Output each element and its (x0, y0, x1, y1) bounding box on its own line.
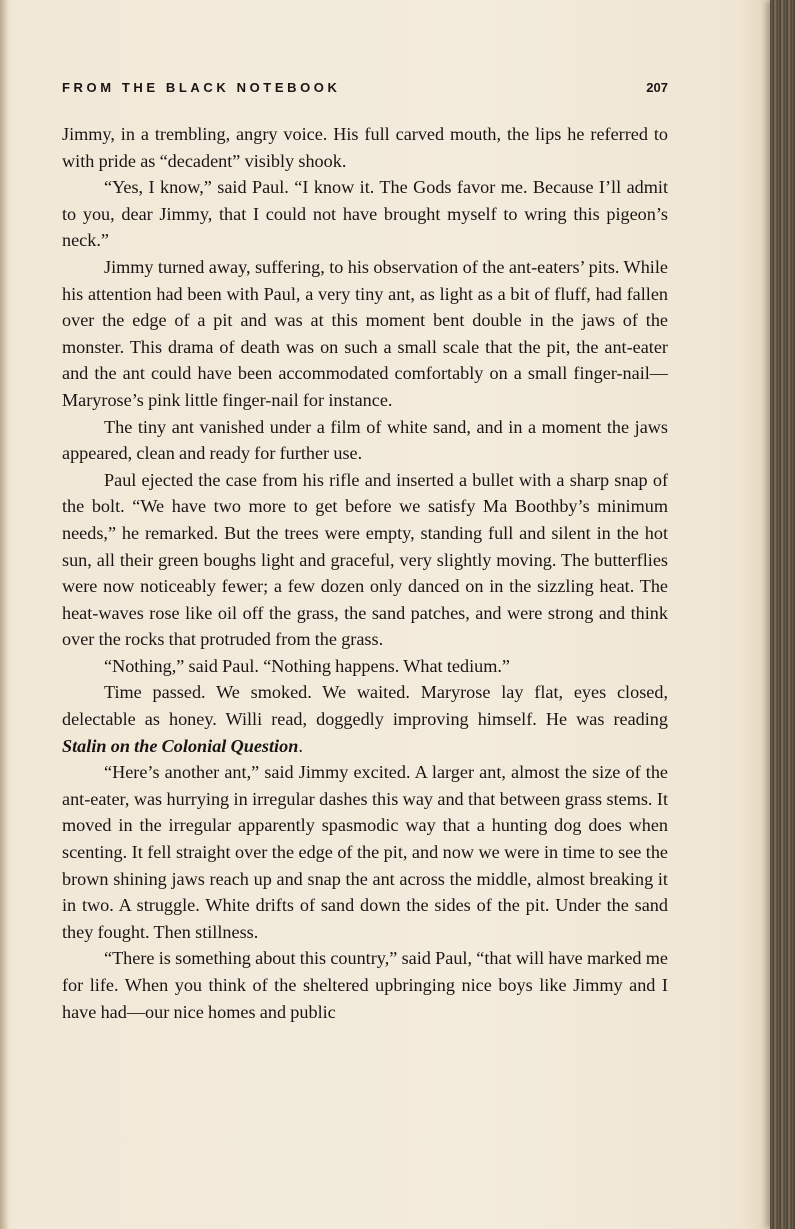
paragraph (62, 679, 668, 759)
paragraph: The tiny ant vanished under a film of white sand, and in a moment the jaws appeared, clean and ready for further use. (62, 416, 668, 464)
body-text (62, 121, 668, 1025)
paragraph: “Nothing,” said Paul. “Nothing happens. What tedium.” (104, 655, 510, 676)
book-title: Stalin on the Colonial Question (62, 735, 299, 756)
paragraph-text: Time passed. We smoked. We waited. Maryrose lay flat, eyes closed, delectable as honey. Willi read, doggedly improving himself. He was reading (62, 682, 668, 730)
page-number: 207 (646, 80, 668, 95)
paragraph: Jimmy, in a trembling, angry voice. His full carved mouth, the lips he referred to with pride as “decadent” visibly shook. (62, 124, 668, 171)
paragraph-text: . (298, 735, 303, 756)
running-head (62, 80, 668, 100)
paragraph: Jimmy turned away, suffering, to his observation of the ant-eaters’ pits. While his attention had been with Paul, a very tiny ant, as light as a bit of fluff, had fallen over the edge of a pit and was at this moment bent double in the jaws of the monster. This drama of death was on such a small scale that the pit, the ant-eater and the ant could have been accommodated comfortably on a small finger-nail—Maryrose’s pink little finger-nail for instance. (62, 256, 668, 410)
book-edge (770, 0, 795, 1229)
paragraph: “Yes, I know,” said Paul. “I know it. The Gods favor me. Because I’ll admit to you, dear Jimmy, that I could not have brought myself to wring this pigeon’s neck.” (62, 177, 668, 251)
paragraph: “Here’s another ant,” said Jimmy excited. A larger ant, almost the size of the ant-eater, was hurrying in irregular dashes this way and that between grass stems. It moved in the irregular apparently spasmodic way that a hunting dog does when scenting. It fell straight over the edge of the pit, and now we were in time to see the brown shining jaws reach up and snap the ant across the middle, almost breaking it in two. A struggle. White drifts of sand down the sides of the pit. Under the sand they fought. Then stillness. (62, 762, 668, 942)
page-gutter-shadow (0, 0, 9, 1229)
paragraph: Paul ejected the case from his rifle and inserted a bullet with a sharp snap of the bolt. “We have two more to get before we satisfy Ma Boothby’s minimum needs,” he remarked. But the trees were empty, standing full and silent in the hot sun, all their green boughs light and graceful, very slightly moving. The butterflies were now noticeably fewer; a few dozen only danced on in the sizzling heat. The heat-waves rose like oil off the grass, the sand patches, and were strong and think over the rocks that protruded from the grass. (62, 469, 668, 650)
running-title: FROM THE BLACK NOTEBOOK (62, 80, 341, 95)
paragraph: “There is something about this country,” said Paul, “that will have marked me for life. When you think of the sheltered upbringing nice boys like Jimmy and I have had—our nice homes and public (62, 948, 668, 1022)
